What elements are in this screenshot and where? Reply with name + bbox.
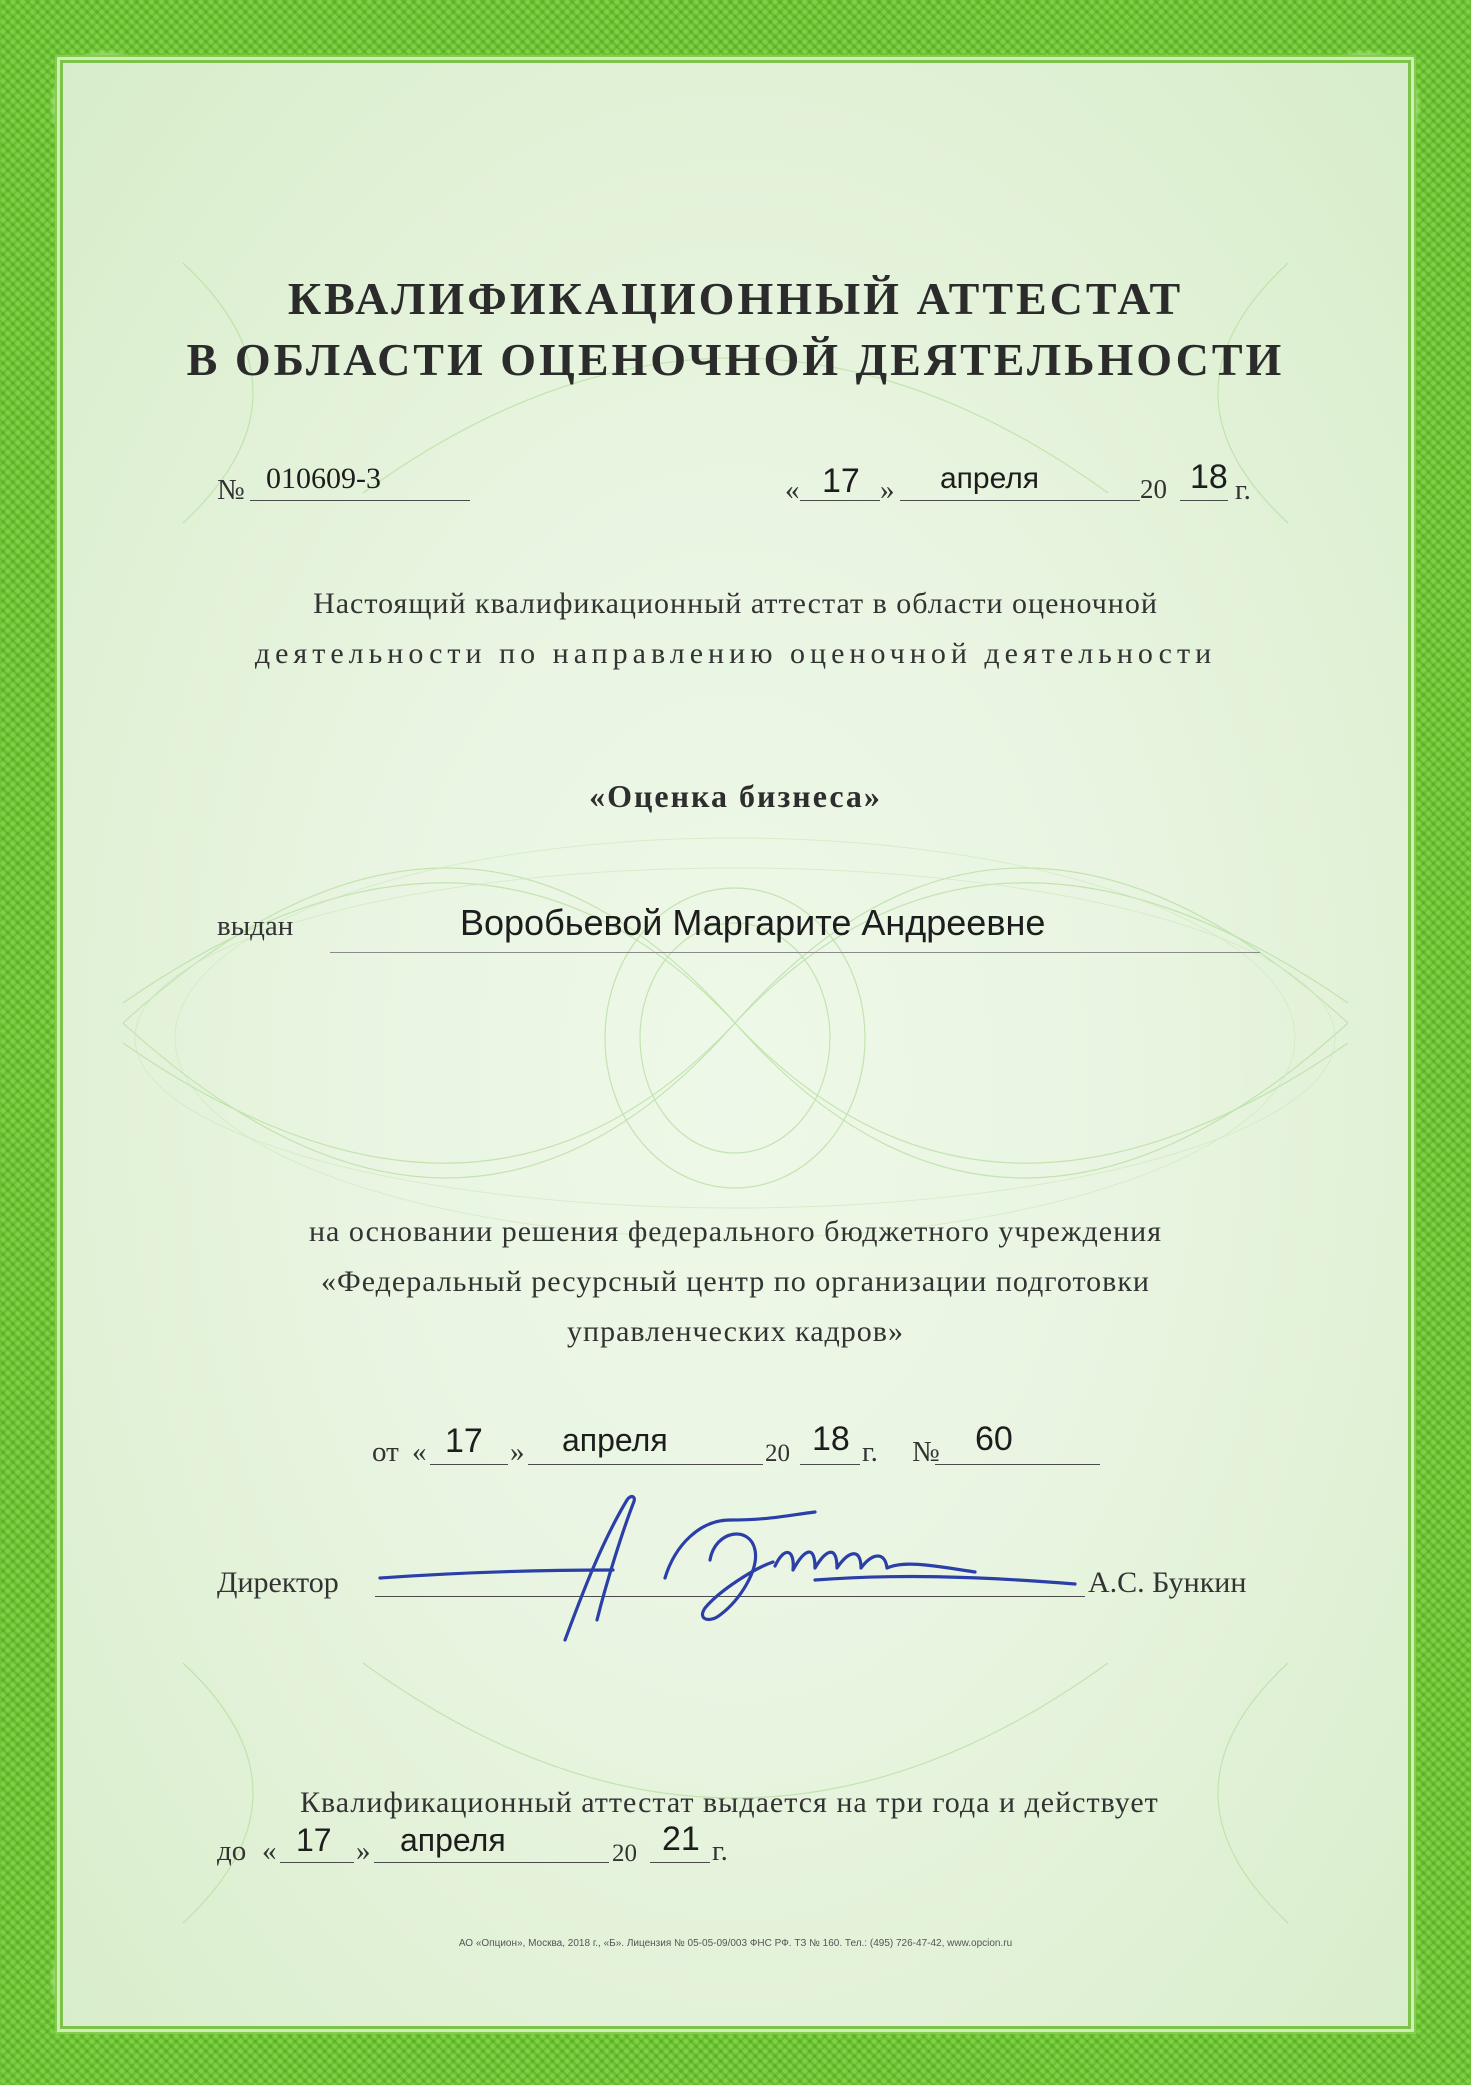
valid-until-month: апреля xyxy=(400,1822,506,1858)
signatory-title: Директор xyxy=(217,1566,339,1599)
valid-until-open-quote: « xyxy=(262,1835,277,1867)
assessment-direction: «Оценка бизнеса» xyxy=(589,778,882,814)
basis-line-2: «Федеральный ресурсный центр по организации подготовки xyxy=(321,1265,1150,1298)
intro-line-1: Настоящий квалификационный аттестат в области оценочной xyxy=(313,587,1158,620)
decision-number-underline xyxy=(935,1464,1100,1465)
basis-line-1: на основании решения федерального бюджетного учреждения xyxy=(308,1215,1163,1248)
decision-number-prefix: № xyxy=(912,1436,940,1468)
valid-month-underline xyxy=(374,1862,609,1863)
issue-day-underline xyxy=(800,500,880,501)
valid-until-day: 17 xyxy=(296,1822,332,1858)
issue-month-underline xyxy=(900,500,1140,501)
printer-imprint: АО «Опцион», Москва, 2018 г., «Б». Лицензия № 05-05-09/003 ФНС РФ. ТЗ № 160. Тел.: (495) 726-47-42, www.opcion.ru xyxy=(458,1938,1013,1949)
issue-date-open-quote: « xyxy=(785,474,800,506)
decision-century: 20 xyxy=(765,1440,790,1467)
basis-line-3: управленческих кадров» xyxy=(567,1315,904,1348)
intro-line-2: деятельности по направлению оценочной деятельности xyxy=(254,637,1217,670)
issue-date-month: апреля xyxy=(940,462,1040,495)
certificate-title-line-2: В ОБЛАСТИ ОЦЕНОЧНОЙ ДЕЯТЕЛЬНОСТИ xyxy=(186,334,1285,385)
issue-date-suffix: г. xyxy=(1235,474,1251,506)
recipient-name: Воробьевой Маргарите Андреевне xyxy=(460,902,1046,943)
valid-until-label: до xyxy=(217,1835,247,1867)
decision-close-quote: » xyxy=(510,1436,525,1468)
valid-day-underline xyxy=(280,1862,354,1863)
signatory-name: А.С. Бункин xyxy=(1088,1566,1247,1599)
director-signature xyxy=(375,1490,1095,1660)
decision-open-quote: « xyxy=(412,1436,427,1468)
certificate-number: 010609-3 xyxy=(266,462,381,495)
valid-until-century: 20 xyxy=(612,1840,637,1867)
number-underline xyxy=(250,500,470,501)
recipient-underline xyxy=(330,952,1260,953)
decision-month-underline xyxy=(528,1464,763,1465)
issue-date-day: 17 xyxy=(822,462,860,500)
decision-month: апреля xyxy=(562,1422,668,1458)
valid-year-underline xyxy=(650,1862,710,1863)
validity-line: Квалификационный аттестат выдается на три года и действует xyxy=(300,1786,1159,1819)
decision-day: 17 xyxy=(445,1422,483,1460)
issue-date-year: 18 xyxy=(1190,458,1228,496)
certificate-title-line-1: КВАЛИФИКАЦИОННЫЙ АТТЕСТАТ xyxy=(287,273,1184,324)
decision-from-label: от xyxy=(372,1436,399,1468)
decision-year-underline xyxy=(800,1464,860,1465)
decision-number: 60 xyxy=(975,1420,1013,1458)
issue-year-underline xyxy=(1180,500,1228,501)
issue-date-century: 20 xyxy=(1140,474,1167,504)
valid-until-suffix: г. xyxy=(712,1835,728,1867)
decision-year-suffix: г. xyxy=(862,1436,878,1468)
decision-day-underline xyxy=(430,1464,508,1465)
issue-date-close-quote: » xyxy=(880,474,895,506)
valid-until-year: 21 xyxy=(662,1820,700,1858)
valid-until-close-quote: » xyxy=(356,1835,371,1867)
issued-to-label: выдан xyxy=(217,910,294,942)
decision-year: 18 xyxy=(812,1420,850,1458)
number-prefix: № xyxy=(217,474,245,506)
